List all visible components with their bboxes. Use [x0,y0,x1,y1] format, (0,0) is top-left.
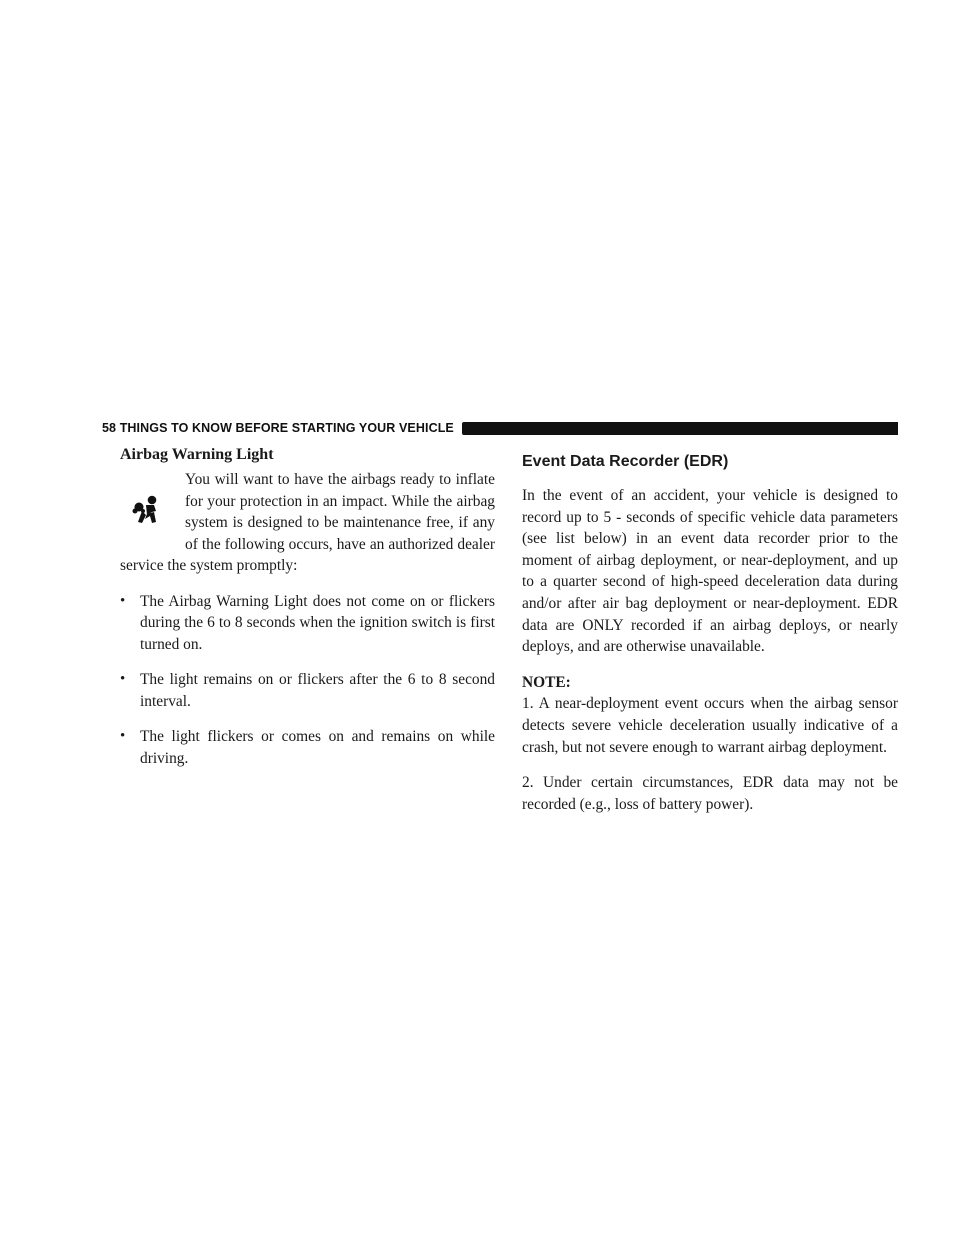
page-number: 58 [102,421,117,435]
intro-text: You will want to have the airbags ready to inflate for your protection in an impact. While the airbag system is designed to be maintenance free, if any of the following occurs, have an authorized dealer service the system promptly: [120,471,495,574]
note-item: 1. A near-deployment event occurs when the airbag sensor detects severe vehicle deceleration usually indicative of a crash, but not severe enough to warrant airbag deployment. [522,695,898,756]
bullet-icon: • [120,671,126,687]
airbag-warning-heading: Airbag Warning Light [120,446,274,463]
list-item-text: The light remains on or flickers after the 6 to 8 second interval. [140,671,495,710]
airbag-warning-icon [120,469,180,555]
airbag-intro-paragraph [120,469,495,577]
bullet-icon: • [120,728,126,744]
edr-paragraph: In the event of an accident, your vehicle is designed to record up to 5 - seconds of specific vehicle data parameters (see list below) in an event data recorder prior to the moment of airbag deployment, or near-deployment, and up to a quarter second of high-speed deceleration data during and/or after air bag deployment or near-deployment. EDR data are ONLY recorded if an airbag deploys, or nearly deploys, and are otherwise unavailable. [522,487,898,656]
left-column [120,445,495,783]
header-rule [462,422,898,435]
section-title: THINGS TO KNOW BEFORE STARTING YOUR VEHICLE [119,421,454,435]
list-item [120,669,495,712]
list-item-text: The light flickers or comes on and remains on while driving. [140,728,495,767]
list-item [120,591,495,656]
edr-heading: Event Data Recorder (EDR) [522,453,729,470]
list-item-text: The Airbag Warning Light does not come on or flickers during the 6 to 8 seconds when the ignition switch is first turned on. [140,592,495,653]
bullet-icon: • [120,592,126,609]
note-label: NOTE: [522,673,571,691]
airbag-conditions-list [120,591,495,770]
list-item [120,726,495,769]
note-item: 2. Under certain circumstances, EDR data may not be recorded (e.g., loss of battery power). [522,774,898,813]
header-text [102,421,454,435]
right-column [522,451,898,829]
running-header [102,420,898,436]
